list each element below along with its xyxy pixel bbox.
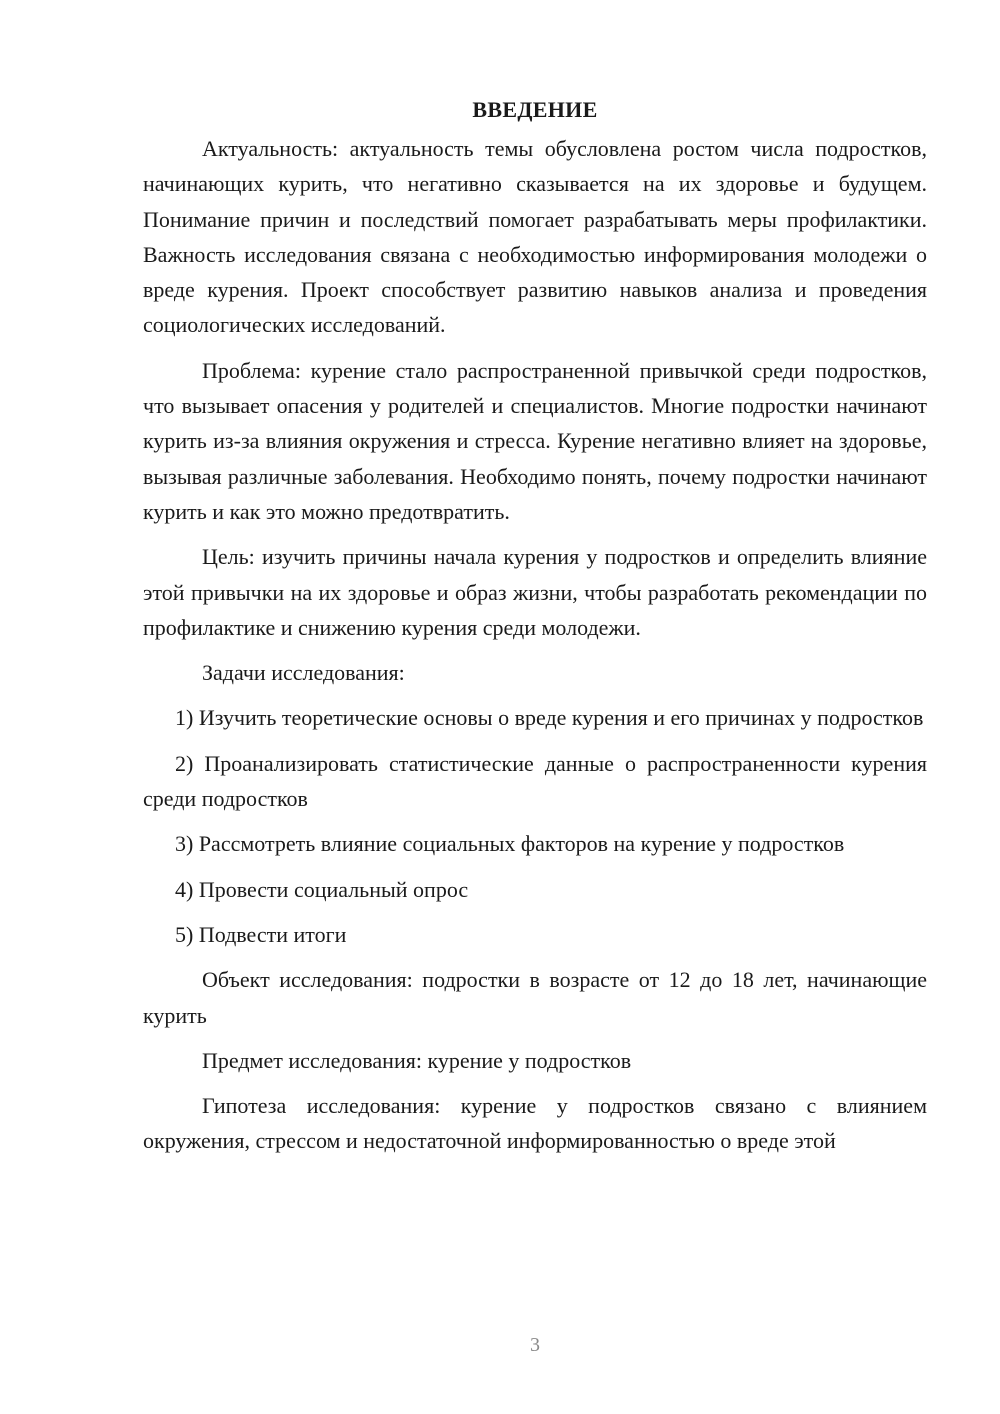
goal-paragraph: Цель: изучить причины начала курения у подростков и определить влияние этой привычки на их здоровье и образ жизни, чтобы разработать рекомендации по профилактике и снижению курения среди молодежи.	[143, 544, 927, 640]
page-content	[143, 92, 927, 1169]
section-title: ВВЕДЕНИЕ	[472, 97, 598, 122]
problem-paragraph: Проблема: курение стало распространенной привычкой среди подростков, что вызывает опасения у родителей и специалистов. Многие подростки начинают курить из-за влияния окружения и стресса. Курение негативно влияет на здоровье, вызывая различные заболевания. Необходимо понять, почему подростки начинают курить и как это можно предотвратить.	[143, 357, 927, 524]
relevance-paragraph: Актуальность: актуальность темы обусловлена ростом числа подростков, начинающих курить, что негативно сказывается на их здоровье и будущем. Понимание причин и последствий помогает разрабатывать меры профилактики. Важность исследования связана с необходимостью информирования молодежи о вреде курения. Проект способствует развитию навыков анализа и проведения социологических исследований.	[143, 136, 927, 338]
task-item-3: 3) Рассмотреть влияние социальных факторов на курение у подростков	[175, 831, 845, 857]
hypothesis-paragraph: Гипотеза исследования: курение у подростков связано с влиянием окружения, стрессом и недостаточной информированностью о вреде этой	[143, 1093, 927, 1154]
task-item-5: 5) Подвести итоги	[175, 921, 347, 947]
task-item-4: 4) Провести социальный опрос	[175, 876, 469, 902]
object-paragraph: Объект исследования: подростки в возрасте от 12 до 18 лет, начинающие курить	[143, 967, 927, 1028]
subject-paragraph: Предмет исследования: курение у подростков	[202, 1047, 632, 1073]
task-item-2: 2) Проанализировать статистические данные о распространенности курения среди подростков	[143, 750, 927, 812]
tasks-heading: Задачи исследования:	[202, 660, 405, 686]
task-item-1: 1) Изучить теоретические основы о вреде курения и его причинах у подростков	[175, 705, 924, 731]
page-number: 3	[530, 1334, 540, 1356]
